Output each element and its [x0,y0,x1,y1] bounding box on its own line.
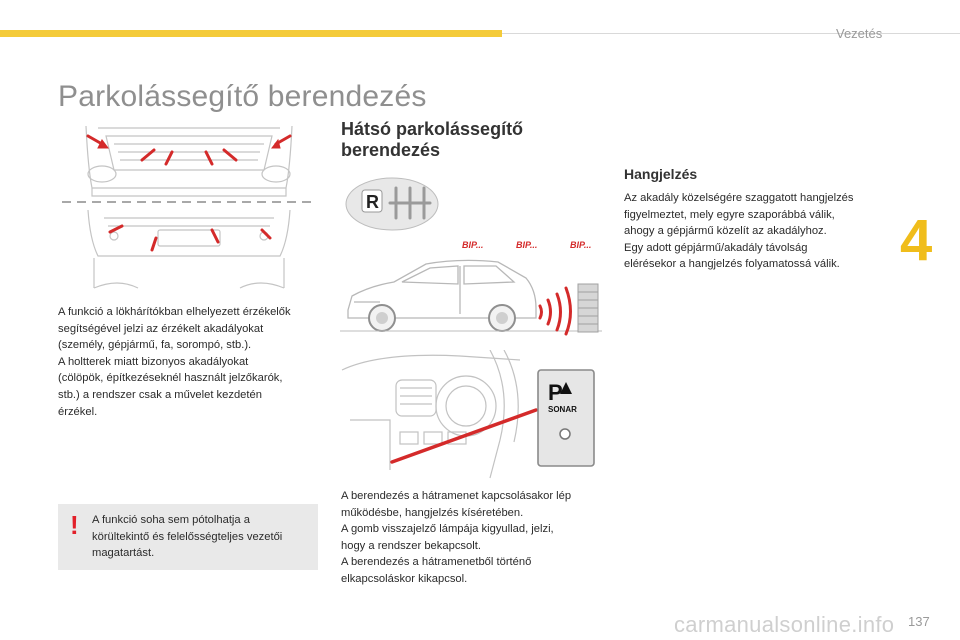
left-text: A funkció a lökhárítókban elhelyezett érzékelők segítségével jelzi az érzékelt akadályokat (személy, gépjármű, fa, sorompó, stb.). A holtterek miatt bizonyos akadályokat (cölöpök, építkezéseknél használt jelzőkarók, stb.) a rendszer csak a művelet kezdetén érzékel. [58,306,291,418]
svg-text:R: R [366,192,379,212]
svg-text:P: P [548,380,563,405]
section-title: Vezetés [836,26,883,41]
middle-text: A berendezés a hátramenet kapcsolásakor lép működésbe, hangjelzés kíséretében. A gomb visszajelző lámpája kigyullad, jelzi, hogy a rendszer bekapcsolt. A berendezés a hátramenetből történő elkapcsoláskor kikapcsol. [341,490,572,585]
header-divider [502,33,960,34]
watermark: carmanualsonline.info [674,612,895,637]
rear-parking-heading: Hátsó parkolássegítő berendezés [341,119,524,160]
exclamation-icon: ! [70,510,79,540]
sound-signal-heading: Hangjelzés [624,166,698,182]
header-accent-bar [0,30,502,37]
gear-lever-reverse-illustration [340,176,440,238]
page-number: 137 [908,614,930,629]
page-title: Parkolássegítő berendezés [58,80,427,114]
chapter-number: 4 [900,208,933,273]
bumper-sensor-illustration [58,118,320,298]
svg-text:SONAR: SONAR [548,405,577,414]
beep-labels [458,240,608,254]
warning-text: A funkció soha sem pótolhatja a körültekintő és felelősségteljes vezetői magatartást. [92,514,283,560]
beep-label: BIP... [462,240,484,250]
car-reversing-to-wall-illustration [340,256,602,340]
right-text: Az akadály közelségére szaggatott hangjelzés figyelmeztet, mely egyre szaporábbá válik, ahogy a gépjármű közelít az akadályhoz. Egy adott gépjármű/akadály távolság elérésekor a hangjelzés folyamatossá válik. [624,192,854,271]
beep-label: BIP... [516,240,538,250]
dashboard-sonar-button-illustration [340,350,602,480]
warning-box [58,504,318,570]
beep-label: BIP... [570,240,592,250]
